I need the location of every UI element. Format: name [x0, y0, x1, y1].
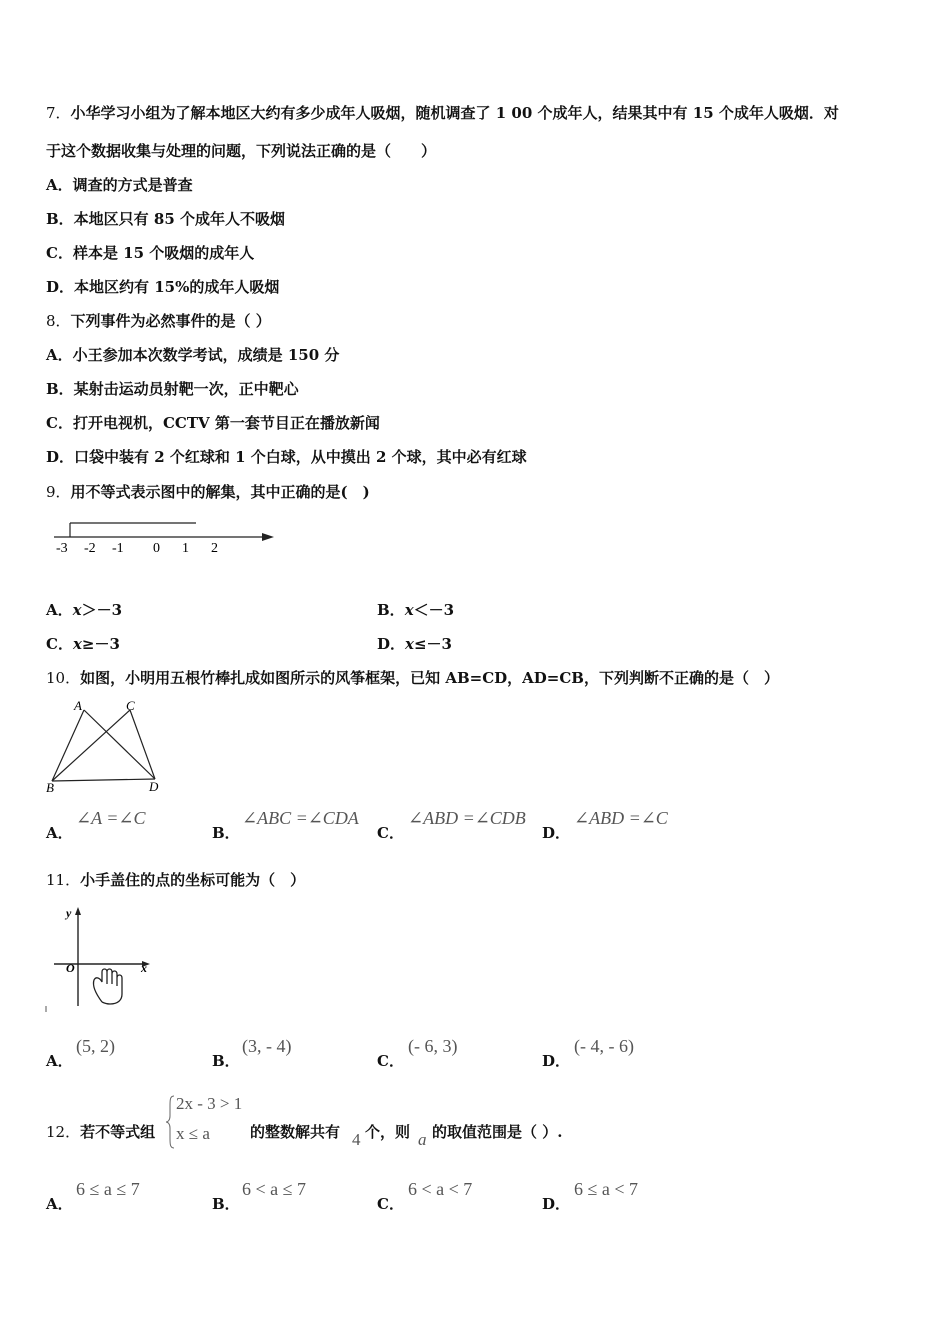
point-label-c: C — [126, 698, 135, 713]
point-label-b: B — [46, 780, 54, 795]
q11-option-a-label[interactable]: A． — [46, 1052, 73, 1070]
point-label-a: A — [74, 698, 82, 713]
q10-option-d-expr: ∠ABD =∠C — [574, 808, 668, 828]
q10-option-c-label[interactable]: C． — [377, 824, 404, 842]
q7-option-a[interactable]: A．调查的方式是普查 — [46, 176, 193, 194]
q12-count: 4 — [352, 1130, 361, 1149]
q11-option-d-label[interactable]: D． — [542, 1052, 571, 1070]
tick-label: -1 — [112, 541, 124, 556]
q9-stem — [46, 481, 370, 502]
coordinate-hand-figure — [44, 902, 156, 1014]
q9-number: 9． — [46, 483, 71, 501]
q11-options — [46, 1034, 926, 1070]
q7-stem-line1 — [46, 102, 839, 123]
q9-option-c[interactable]: C．x≥－3 — [46, 635, 120, 653]
q9-option-d[interactable]: D．x≤－3 — [377, 635, 452, 653]
tick-label: 0 — [153, 541, 160, 556]
q11-option-d-expr: (- 4, - 6) — [574, 1036, 634, 1056]
q10-option-a-expr: ∠A =∠C — [76, 808, 146, 828]
q12-stem — [46, 1092, 926, 1152]
q7-option-c[interactable]: C．样本是 15 个吸烟的成年人 — [46, 244, 255, 262]
q10-number: 10． — [46, 669, 81, 687]
q11-stem — [46, 869, 305, 890]
q11-option-c-expr: (- 6, 3) — [408, 1036, 458, 1056]
q10-option-b-label[interactable]: B． — [212, 824, 240, 842]
q10-option-d-label[interactable]: D． — [542, 824, 571, 842]
system-brace — [166, 1094, 176, 1150]
q11-number: 11． — [46, 871, 81, 889]
q11-text: 小手盖住的点的坐标可能为（ ） — [80, 871, 306, 889]
tick-label: -2 — [84, 541, 96, 556]
point-label-d: D — [149, 779, 159, 794]
q10-stem — [46, 667, 779, 688]
q8-option-a[interactable]: A．小王参加本次数学考试，成绩是 150 分 — [46, 346, 340, 364]
q12-option-d-expr: 6 ≤ a < 7 — [574, 1179, 639, 1199]
q9-option-b[interactable]: B．x＜－3 — [377, 601, 455, 619]
q12-option-a-label[interactable]: A． — [46, 1195, 73, 1213]
q12-option-c-expr: 6 < a < 7 — [408, 1179, 473, 1199]
q7-text-1: 小华学习小组为了解本地区大约有多少成年人吸烟，随机调查了 1 00 个成年人，结果其中有 15 个成年人吸烟．对 — [70, 104, 839, 122]
q7-option-d[interactable]: D．本地区约有 15%的成年人吸烟 — [46, 278, 280, 296]
tick-label: -3 — [56, 541, 68, 556]
q12-text-b: 的整数解共有 — [250, 1123, 341, 1141]
q12-variable: a — [418, 1130, 427, 1149]
axis-label-y: y — [66, 906, 72, 920]
q11-option-b-expr: (3, - 4) — [242, 1036, 292, 1056]
q12-option-d-label[interactable]: D． — [542, 1195, 571, 1213]
q8-option-b[interactable]: B．某射击运动员射靶一次，正中靶心 — [46, 380, 299, 398]
q8-stem — [46, 310, 271, 331]
tick-label: 2 — [211, 541, 218, 556]
q12-option-a-expr: 6 ≤ a ≤ 7 — [76, 1179, 140, 1199]
q12-text-a: 若不等式组 — [80, 1123, 156, 1141]
q10-text: 如图，小明用五根竹棒扎成如图所示的风筝框架，已知 AB=CD，AD=CB，下列判断不正确的是（ ） — [80, 669, 779, 687]
q12-option-c-label[interactable]: C． — [377, 1195, 404, 1213]
q7-stem-line2: 于这个数据收集与处理的问题，下列说法正确的是（ ） — [46, 142, 437, 160]
q7-number: 7． — [46, 104, 71, 122]
q8-text: 下列事件为必然事件的是（ ） — [70, 312, 271, 330]
q12-text-c: 个，则 — [365, 1123, 411, 1141]
q12-options — [46, 1177, 926, 1213]
q10-option-a-label[interactable]: A． — [46, 824, 73, 842]
q10-option-c-expr: ∠ABD =∠CDB — [408, 808, 526, 828]
q12-text-d: 的取值范围是（ ）. — [432, 1123, 563, 1141]
q11-option-c-label[interactable]: C． — [377, 1052, 404, 1070]
q12-system-line1: 2x - 3 > 1 — [176, 1094, 243, 1113]
axis-label-x: x — [141, 961, 147, 975]
hand-icon — [93, 969, 122, 1004]
q7-option-b[interactable]: B．本地区只有 85 个成年人不吸烟 — [46, 210, 285, 228]
q12-number: 12． — [46, 1123, 81, 1141]
q10-options — [46, 806, 926, 842]
q8-option-d[interactable]: D．口袋中装有 2 个红球和 1 个白球，从中摸出 2 个球，其中必有红球 — [46, 448, 527, 466]
kite-frame-figure — [44, 698, 174, 796]
q10-option-b-expr: ∠ABC =∠CDA — [242, 808, 359, 828]
q11-option-b-label[interactable]: B． — [212, 1052, 240, 1070]
q12-option-b-expr: 6 < a ≤ 7 — [242, 1179, 307, 1199]
q9-option-a[interactable]: A．x＞－3 — [46, 601, 123, 619]
q9-text: 用不等式表示图中的解集，其中正确的是( ) — [70, 483, 370, 501]
q11-option-a-expr: (5, 2) — [76, 1036, 115, 1056]
axis-label-origin: O — [66, 961, 75, 975]
q8-number: 8． — [46, 312, 71, 330]
q8-option-c[interactable]: C．打开电视机，CCTV 第一套节目正在播放新闻 — [46, 414, 380, 432]
number-line-figure — [48, 515, 280, 559]
q12-option-b-label[interactable]: B． — [212, 1195, 240, 1213]
tick-label: 1 — [182, 541, 189, 556]
q12-system-line2: x ≤ a — [176, 1124, 210, 1143]
